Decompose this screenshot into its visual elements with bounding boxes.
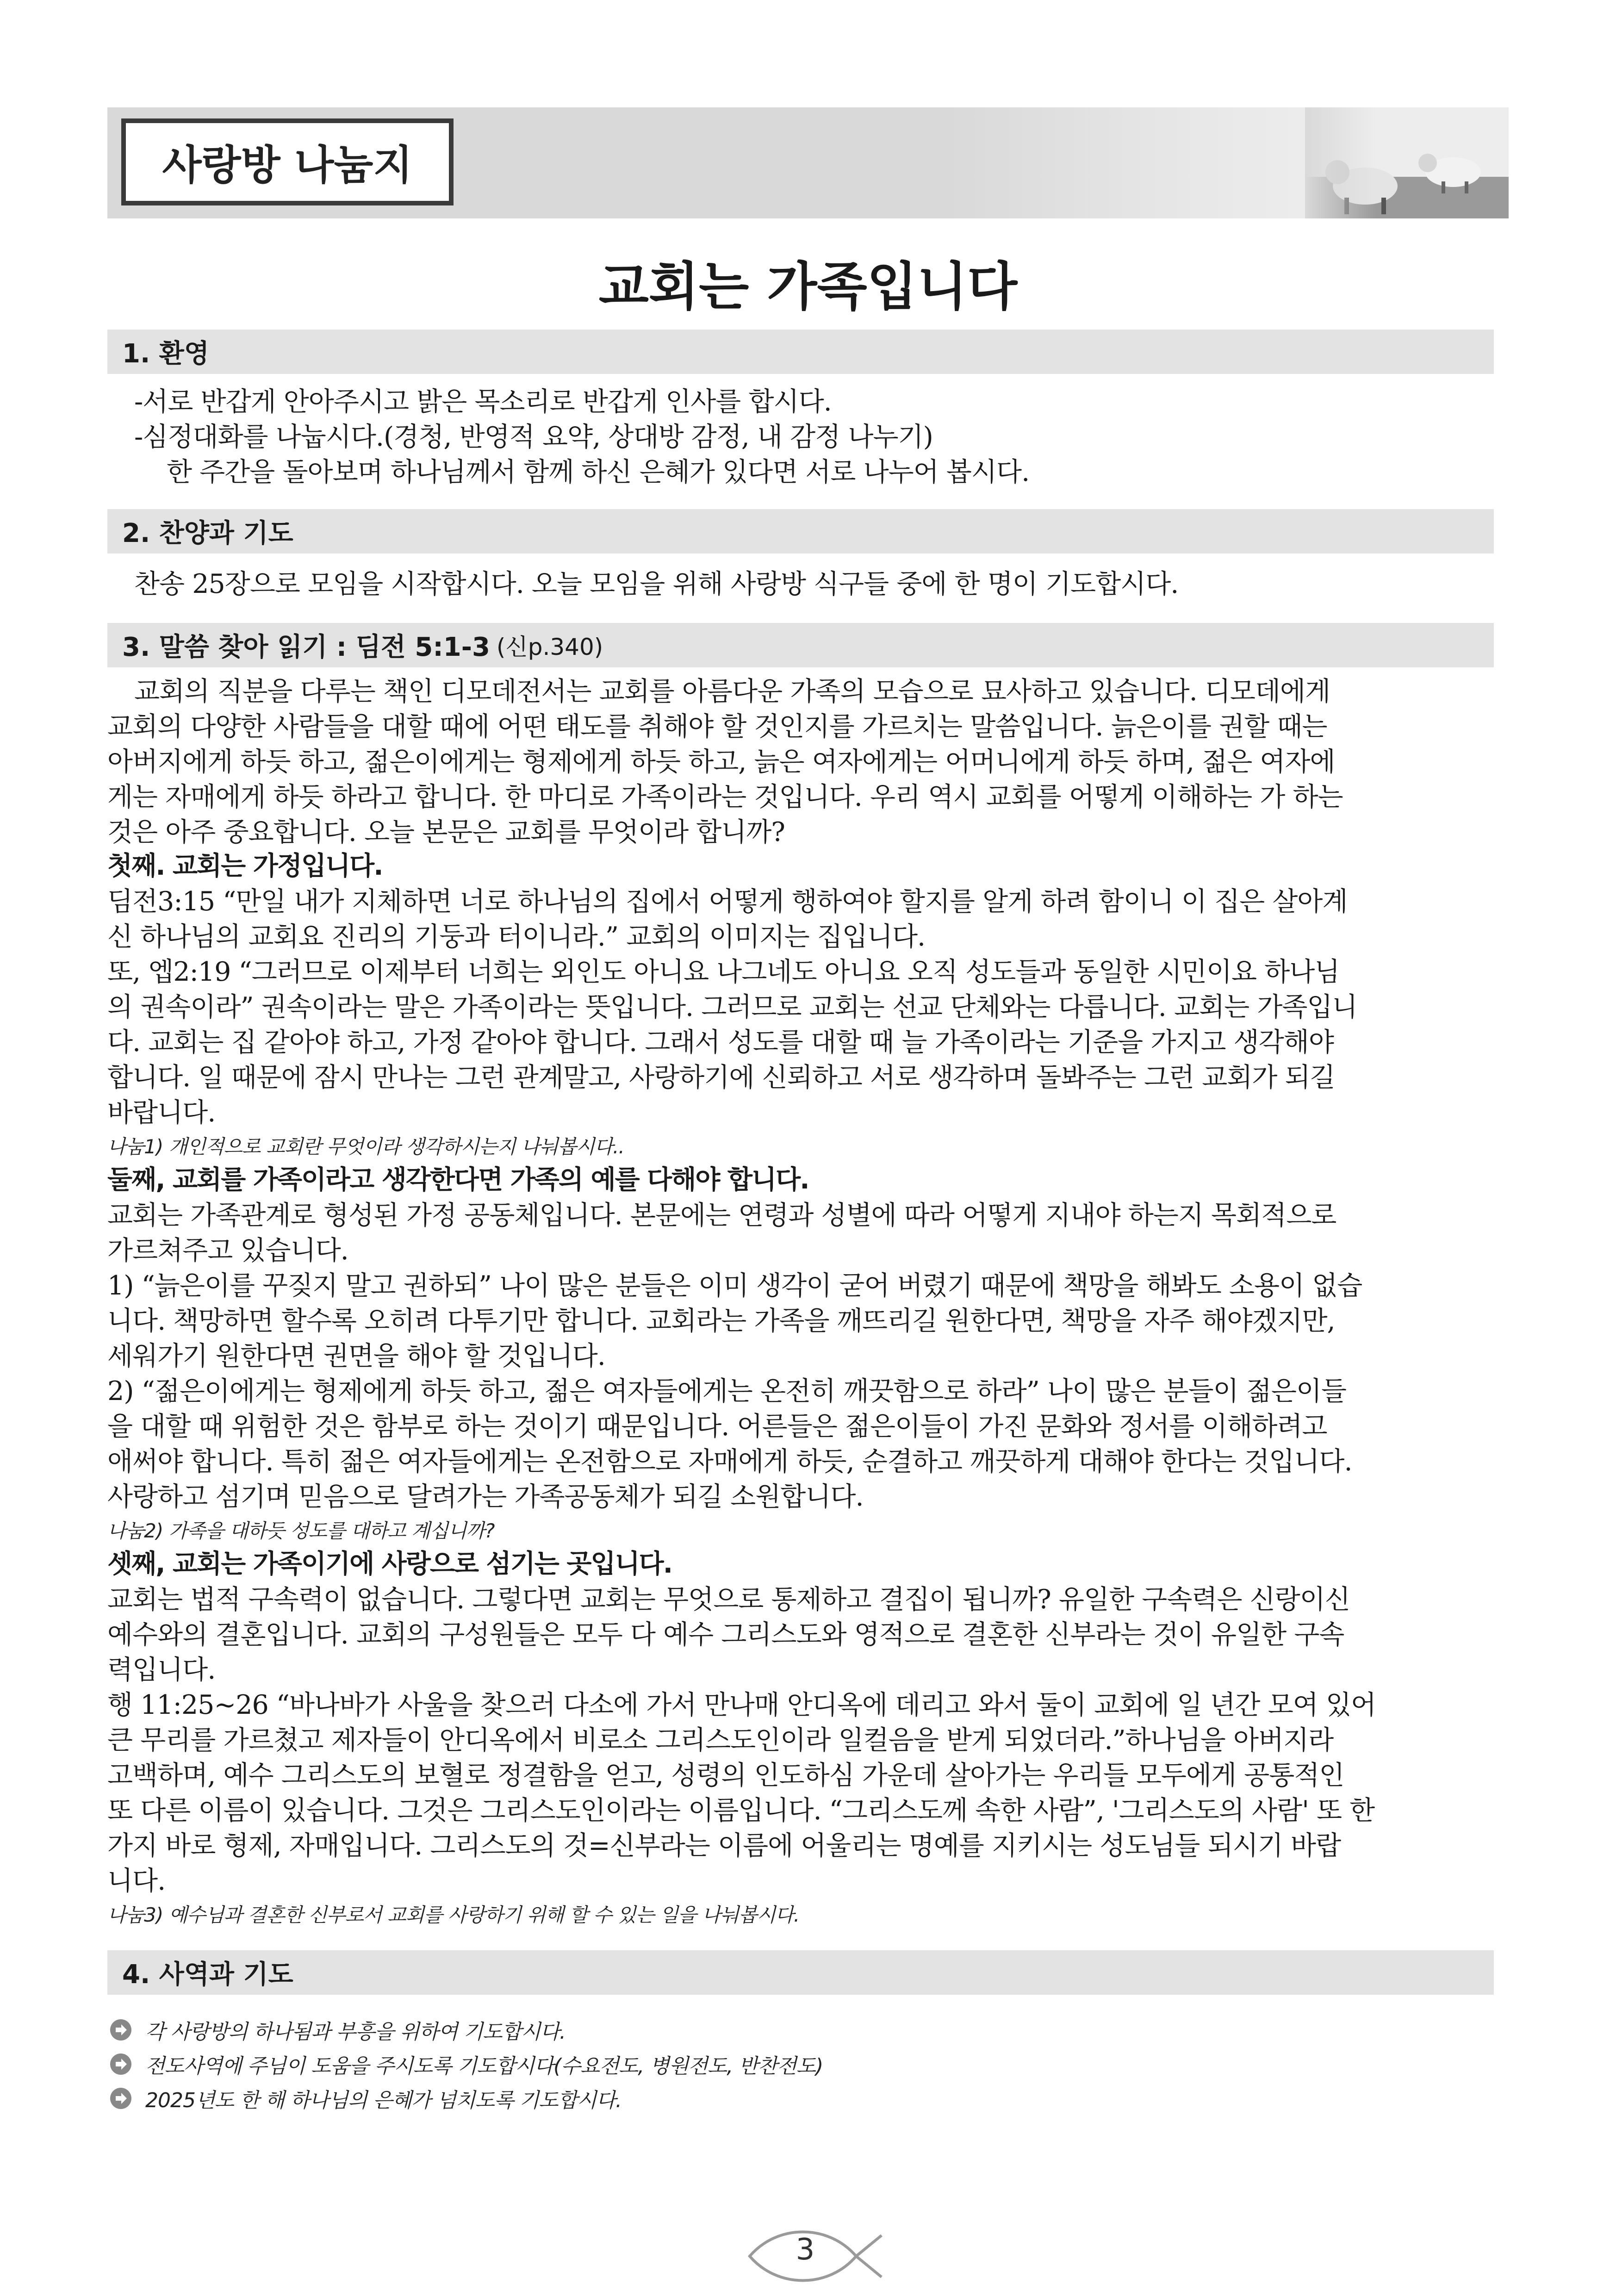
body-line: 행 11:25~26 “바나바가 사울을 찾으러 다소에 가서 만나매 안디옥에 데리고 와서 둘이 교회에 일 년간 모여 있어 (107, 1690, 1376, 1720)
body-line: 교회는 가족관계로 형성된 가정 공동체입니다. 본문에는 연령과 성별에 따라 어떻게 지내야 하는지 목회적으로 (107, 1200, 1336, 1231)
sharing-question-3: 나눔3) 예수님과 결혼한 신부로서 교회를 사랑하기 위해 할 수 있는 일을 나눠봅시다. (107, 1904, 800, 1926)
body-line: 의 권속이라” 권속이라는 말은 가족이라는 뜻입니다. 그러므로 교회는 선교 단체와는 다릅니다. 교회는 가족입니 (107, 992, 1357, 1022)
section-heading-welcome (107, 330, 1494, 374)
welcome-line: 한 주간을 돌아보며 하나님께서 함께 하신 은혜가 있다면 서로 나누어 봅시다. (167, 457, 1030, 487)
body-line: 바랍니다. (107, 1097, 216, 1128)
body-line: 아버지에게 하듯 하고, 젊은이에게는 형제에게 하듯 하고, 늙은 여자에게는 어머니에게 하듯 하며, 젊은 여자에 (107, 747, 1335, 777)
body-line: 신 하나님의 교회요 진리의 기둥과 터이니라.” 교회의 이미지는 집입니다. (107, 921, 926, 952)
prayer-item (109, 2049, 823, 2079)
praise-line: 찬송 25장으로 모임을 시작합시다. 오늘 모임을 위해 사랑방 식구들 중에 한 명이 기도합시다. (134, 569, 1179, 599)
arrow-circle-icon (109, 2087, 132, 2110)
body-line: 예수와의 결혼입니다. 교회의 구성원들은 모두 다 예수 그리스도와 영적으로 결혼한 신부라는 것이 유일한 구속 (107, 1619, 1344, 1650)
body-line: 가지 바로 형제, 자매입니다. 그리스도의 것=신부라는 이름에 어울리는 명예를 지키시는 성도님들 되시기 바랍 (107, 1830, 1341, 1861)
sheep-photo (1305, 107, 1509, 218)
subheading-second: 둘째, 교회를 가족이라고 생각한다면 가족의 예를 다해야 합니다. (107, 1165, 809, 1195)
prayer-item-text: 전도사역에 주님이 도움을 주시도록 기도합시다(수요전도, 병원전도, 반찬전도) (145, 2054, 823, 2078)
body-line: 애써야 합니다. 특히 젊은 여자들에게는 온전함으로 자매에게 하듯, 순결하고 깨끗하게 대해야 한다는 것입니다. (107, 1446, 1352, 1477)
section-heading-text: 2. 찬양과 기도 (122, 518, 293, 548)
header-title-box: 사랑방 나눔지 (121, 118, 454, 205)
body-line: 2) “젊은이에게는 형제에게 하듯 하고, 젊은 여자들에게는 온전히 깨끗함으로 하라” 나이 많은 분들이 젊은이들 (107, 1376, 1347, 1406)
welcome-line: -심정대화를 나눕시다.(경청, 반영적 요약, 상대방 감정, 내 감정 나누기) (134, 422, 933, 452)
body-line: 큰 무리를 가르쳤고 제자들이 안디옥에서 비로소 그리스도인이라 일컬음을 받게 되었더라.”하나님을 아버지라 (107, 1725, 1334, 1755)
body-line: 게는 자매에게 하듯 하라고 합니다. 한 마디로 가족이라는 것입니다. 우리 역시 교회를 어떻게 이해하는 가 하는 (107, 782, 1343, 812)
page-number-mark (740, 2221, 889, 2291)
section-heading-ministry (107, 1950, 1494, 1995)
section-heading-scripture (107, 623, 1494, 667)
welcome-line: -서로 반갑게 안아주시고 밝은 목소리로 반갑게 인사를 합시다. (134, 386, 832, 417)
arrow-circle-icon (109, 2053, 132, 2076)
prayer-item-text: 2025년도 한 해 하나님의 은혜가 넘치도록 기도합시다. (145, 2089, 622, 2112)
body-line: 을 대할 때 위험한 것은 함부로 하는 것이기 때문입니다. 어른들은 젊은이들이 가진 문화와 정서를 이해하려고 (107, 1411, 1327, 1442)
body-line: 가르쳐주고 있습니다. (107, 1235, 348, 1266)
arrow-circle-icon (109, 2018, 132, 2041)
body-line: 것은 아주 중요합니다. 오늘 본문은 교회를 무엇이라 합니까? (107, 817, 785, 847)
prayer-item-text: 각 사랑방의 하나됨과 부흥을 위하여 기도합시다. (145, 2020, 566, 2044)
page-number: 3 (796, 2233, 815, 2267)
section-heading-praise (107, 509, 1494, 554)
body-line: 니다. 책망하면 할수록 오히려 다투기만 합니다. 교회라는 가족을 깨뜨리길 원한다면, 책망을 자주 해야겠지만, (107, 1306, 1335, 1336)
body-line: 교회의 직분을 다루는 책인 디모데전서는 교회를 아름다운 가족의 모습으로 묘사하고 있습니다. 디모데에게 (134, 676, 1330, 707)
body-line: 고백하며, 예수 그리스도의 보혈로 정결함을 얻고, 성령의 인도하심 가운데 살아가는 우리들 모두에게 공통적인 (107, 1760, 1344, 1791)
body-line: 교회의 다양한 사람들을 대할 때에 어떤 태도를 취해야 할 것인지를 가르치는 말씀입니다. 늙은이를 권할 때는 (107, 711, 1327, 742)
prayer-item (109, 2015, 566, 2045)
body-line: 딤전3:15 “만일 내가 지체하면 너로 하나님의 집에서 어떻게 행하여야 할지를 알게 하려 함이니 이 집은 살아계 (107, 886, 1348, 917)
section-heading-text: 4. 사역과 기도 (122, 1960, 293, 1990)
body-line: 다. 교회는 집 같아야 하고, 가정 같아야 합니다. 그래서 성도를 대할 때 늘 가족이라는 기준을 가지고 생각해야 (107, 1027, 1334, 1058)
body-line: 1) “늙은이를 꾸짖지 말고 권하되” 나이 많은 분들은 이미 생각이 굳어 버렸기 때문에 책망을 해봐도 소용이 없습 (107, 1270, 1362, 1301)
page-title: 교회는 가족입니다 (598, 257, 1018, 317)
sharing-question-2: 나눔2) 가족을 대하듯 성도를 대하고 계십니까? (107, 1519, 495, 1542)
body-line: 또 다른 이름이 있습니다. 그것은 그리스도인이라는 이름입니다. “그리스도께 속한 사람”, '그리스도의 사람' 또 한 (107, 1795, 1375, 1826)
scripture-page-note: (신p.340) (496, 634, 603, 660)
body-line: 합니다. 일 때문에 잠시 만나는 그런 관계말고, 사랑하기에 신뢰하고 서로 생각하며 돌봐주는 그런 교회가 되길 (107, 1062, 1335, 1093)
body-line: 력입니다. (107, 1655, 216, 1685)
body-line: 세워가기 원한다면 권면을 해야 할 것입니다. (107, 1341, 605, 1371)
body-line: 니다. (107, 1866, 166, 1896)
body-line: 사랑하고 섬기며 믿음으로 달려가는 가족공동체가 되길 소원합니다. (107, 1481, 864, 1512)
body-line: 교회는 법적 구속력이 없습니다. 그렇다면 교회는 무엇으로 통제하고 결집이 됩니까? 유일한 구속력은 신랑이신 (107, 1584, 1350, 1615)
subheading-third: 셋째, 교회는 가족이기에 사랑으로 섬기는 곳입니다. (107, 1549, 672, 1579)
prayer-item (109, 2084, 622, 2113)
sharing-question-1: 나눔1) 개인적으로 교회란 무엇이라 생각하시는지 나눠봅시다.. (107, 1135, 624, 1158)
body-line: 또, 엡2:19 “그러므로 이제부터 너희는 외인도 아니요 나그네도 아니요 오직 성도들과 동일한 시민이요 하나님 (107, 957, 1340, 987)
section-heading-text: 1. 환영 (122, 339, 209, 369)
subheading-first: 첫째. 교회는 가정입니다. (107, 851, 383, 881)
section-heading-text: 3. 말씀 찾아 읽기 : 딤전 5:1-3 (122, 632, 490, 662)
